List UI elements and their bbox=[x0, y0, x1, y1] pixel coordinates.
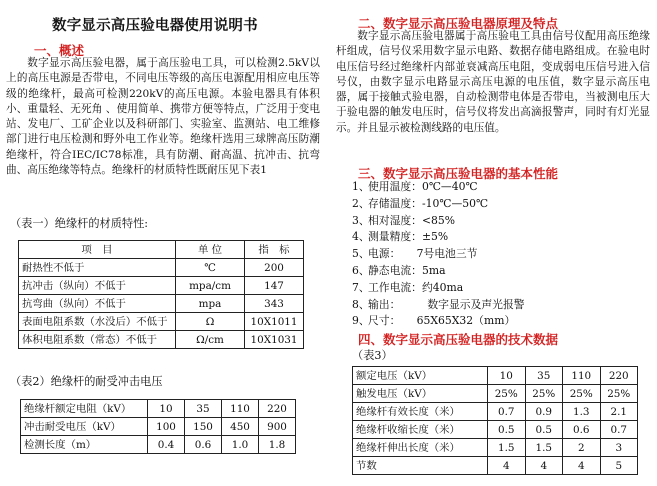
table-cell: 节数 bbox=[353, 457, 488, 475]
table-cell: 343 bbox=[245, 295, 304, 313]
list-item bbox=[352, 246, 525, 263]
table-row bbox=[21, 436, 296, 454]
table-row bbox=[19, 295, 304, 313]
technical-data-heading: 四、数字显示高压验电器的技术数据 bbox=[358, 332, 559, 347]
list-number: 3、 bbox=[352, 213, 370, 227]
table-cell: 绝缘杆伸出长度（米） bbox=[353, 439, 488, 457]
table-cell: 体积电阻系数（常态）不低于 bbox=[19, 331, 176, 349]
table-row bbox=[353, 403, 638, 421]
list-item bbox=[352, 229, 525, 246]
table-cell: 1.3 bbox=[563, 403, 601, 421]
list-item bbox=[352, 297, 525, 314]
table-cell: 220 bbox=[259, 400, 296, 418]
list-text: 工作电流：约40ma bbox=[368, 280, 464, 294]
table-cell: 10 bbox=[488, 367, 526, 385]
table-cell: 0.5 bbox=[525, 421, 563, 439]
table-cell: 检测长度（m） bbox=[21, 436, 148, 454]
table-cell: mpa bbox=[176, 295, 245, 313]
table-row bbox=[21, 400, 296, 418]
table-row bbox=[353, 385, 638, 403]
technical-data-table bbox=[352, 366, 638, 475]
table-header-cell: 单 位 bbox=[176, 241, 245, 259]
table-cell: 4 bbox=[525, 457, 563, 475]
table-cell: 5 bbox=[600, 457, 638, 475]
table-cell: 0.4 bbox=[148, 436, 185, 454]
list-number: 2、 bbox=[352, 196, 370, 210]
table-row bbox=[353, 439, 638, 457]
table-cell: 0.9 bbox=[525, 403, 563, 421]
list-item bbox=[352, 280, 525, 297]
table-row bbox=[19, 277, 304, 295]
list-text: 静态电流：5ma bbox=[368, 263, 446, 277]
table-cell: 0.7 bbox=[600, 421, 638, 439]
list-number: 5、 bbox=[352, 247, 370, 261]
table-cell: 25% bbox=[525, 385, 563, 403]
table-cell: 额定电压（kV） bbox=[353, 367, 488, 385]
list-number: 4、 bbox=[352, 230, 370, 244]
table-row bbox=[353, 457, 638, 475]
table-cell: Ω bbox=[176, 313, 245, 331]
performance-heading: 三、数字显示高压验电器的基本性能 bbox=[358, 166, 559, 181]
table-cell: 抗弯曲（纵向）不低于 bbox=[19, 295, 176, 313]
list-item bbox=[352, 213, 525, 230]
table-cell: 10X1011 bbox=[245, 313, 304, 331]
table-cell: 2 bbox=[563, 439, 601, 457]
table-cell: 200 bbox=[245, 259, 304, 277]
table-cell: 1.0 bbox=[222, 436, 259, 454]
table-cell: 耐热性不低于 bbox=[19, 259, 176, 277]
table-row bbox=[19, 331, 304, 349]
list-text: 使用温度：0℃—40℃ bbox=[368, 180, 478, 193]
table-cell: 1.5 bbox=[488, 439, 526, 457]
table-cell: 冲击耐受电压（kV） bbox=[21, 418, 148, 436]
table-cell: mpa/cm bbox=[176, 277, 245, 295]
table-cell: 10 bbox=[148, 400, 185, 418]
list-number: 9、 bbox=[352, 314, 370, 328]
table-cell: 0.7 bbox=[488, 403, 526, 421]
table-cell: 3 bbox=[600, 439, 638, 457]
list-number: 7、 bbox=[352, 280, 370, 294]
table-cell: 0.6 bbox=[185, 436, 222, 454]
table-row bbox=[353, 421, 638, 439]
table-cell: 150 bbox=[185, 418, 222, 436]
document-title: 数字显示高压验电器使用说明书 bbox=[52, 18, 258, 34]
table2-caption: （表2）绝缘杆的耐受冲击电压 bbox=[10, 375, 163, 388]
table-row bbox=[19, 313, 304, 331]
list-item bbox=[352, 196, 525, 213]
table-cell: Ω/cm bbox=[176, 331, 245, 349]
list-text: 相对湿度：<85% bbox=[368, 213, 456, 227]
table-cell: 25% bbox=[600, 385, 638, 403]
table-cell: 220 bbox=[600, 367, 638, 385]
table-cell: 35 bbox=[525, 367, 563, 385]
material-properties-table bbox=[18, 240, 304, 349]
list-text: 输出： 数字显示及声光报警 bbox=[368, 297, 525, 311]
table-cell: 25% bbox=[488, 385, 526, 403]
list-number: 8、 bbox=[352, 297, 370, 311]
table-cell: 10X1031 bbox=[245, 331, 304, 349]
table-cell: 147 bbox=[245, 277, 304, 295]
table-cell: 450 bbox=[222, 418, 259, 436]
table-cell: 0.6 bbox=[563, 421, 601, 439]
principle-heading: 二、数字显示高压验电器原理及特点 bbox=[358, 16, 559, 31]
performance-list bbox=[352, 179, 525, 330]
list-number: 6、 bbox=[352, 263, 370, 277]
table-cell: 110 bbox=[222, 400, 259, 418]
table-cell: 1.8 bbox=[259, 436, 296, 454]
overview-paragraph: 数字显示高压验电器，属于高压验电工具，可以检测2.5kV以上的高压电源是否带电，不同电压等级的高压电源配用相应电压等级的绝缘杆，最高可检测220kV的高压电源。本验电器具有体积小、重量轻、无死角 、使用简单、携带方便等特点，广泛用于变电站、发电厂、工矿企业以及科研部门、实验室、监测站、电工维修部门进行电压检测和野外电工作业等。绝缘杆选用三球牌高压防潮绝缘杆，符合IEC/IC78标准，具有防潮、耐高温、抗冲击、抗弯曲、高压绝缘等特点。绝缘杆的材质特性既耐压见下表1 bbox=[6, 57, 320, 177]
table3-caption: （表3） bbox=[352, 349, 393, 362]
table1-caption: （表一）绝缘杆的材质特性: bbox=[10, 217, 149, 230]
principle-paragraph: 数字显示高压验电器属于高压验电工具由信号仪配用高压绝缘杆组成，信号仪采用数字显示电路、数据存储电路组成。在验电时电压信号经过绝缘杆内部並衰减高压电阻，变成弱电压信号进入信号仪，由数字显示电路显示高压电源的电压值，数字显示高压电器，属于接触式验电器，自动检测带电体是否带电，当被测电压大于验电器的触发电压时，信号仪将发出高滴报警声，同时有灯光显示。并且显示被检测线路的电压值。 bbox=[336, 30, 650, 134]
table-header-cell: 项 目 bbox=[19, 241, 176, 259]
impulse-voltage-table bbox=[20, 399, 296, 454]
table-cell: ℃ bbox=[176, 259, 245, 277]
table-header-cell: 指 标 bbox=[245, 241, 304, 259]
table-row bbox=[21, 418, 296, 436]
table-row bbox=[353, 367, 638, 385]
table-cell: 2.1 bbox=[600, 403, 638, 421]
table-header-row bbox=[19, 241, 304, 259]
table-cell: 900 bbox=[259, 418, 296, 436]
list-item bbox=[352, 179, 525, 196]
table-cell: 1.5 bbox=[525, 439, 563, 457]
table-cell: 110 bbox=[563, 367, 601, 385]
table-cell: 绝缘杆收缩长度（米） bbox=[353, 421, 488, 439]
list-item bbox=[352, 313, 525, 330]
table-cell: 4 bbox=[488, 457, 526, 475]
table-cell: 触发电压（kV） bbox=[353, 385, 488, 403]
list-text: 尺寸： 65X65X32（mm） bbox=[368, 314, 516, 328]
table-cell: 100 bbox=[148, 418, 185, 436]
overview-heading: 一、概述 bbox=[34, 43, 85, 58]
table-cell: 25% bbox=[563, 385, 601, 403]
list-number: 1、 bbox=[352, 180, 370, 193]
table-cell: 4 bbox=[563, 457, 601, 475]
list-text: 测量精度：±5% bbox=[368, 230, 449, 244]
table-cell: 35 bbox=[185, 400, 222, 418]
table-cell: 抗冲击（纵向）不低于 bbox=[19, 277, 176, 295]
table-cell: 绝缘杆额定电阻（kV） bbox=[21, 400, 148, 418]
list-text: 存储温度：-10℃—50℃ bbox=[368, 196, 489, 210]
list-item bbox=[352, 263, 525, 280]
table-cell: 0.5 bbox=[488, 421, 526, 439]
table-cell: 绝缘杆有效长度（米） bbox=[353, 403, 488, 421]
table-cell: 表面电阻系数（水没后）不低于 bbox=[19, 313, 176, 331]
table-row bbox=[19, 259, 304, 277]
list-text: 电源： 7号电池三节 bbox=[368, 247, 478, 261]
